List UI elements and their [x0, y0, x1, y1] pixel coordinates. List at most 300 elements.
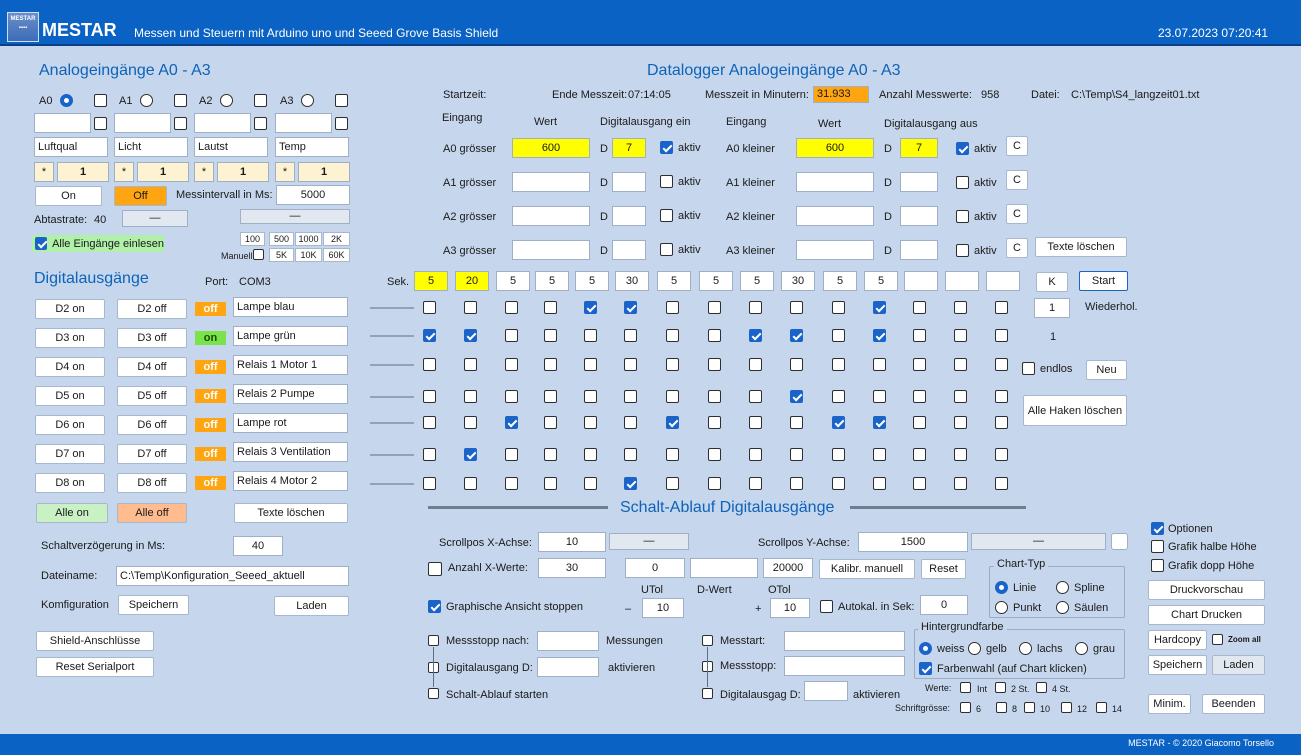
seq-cell-3-6[interactable] — [666, 390, 679, 403]
bg-yellow-radio[interactable] — [968, 642, 981, 655]
seq-cell-6-11[interactable] — [873, 477, 886, 490]
autokal-label: Autokal. in Sek: — [838, 601, 915, 613]
dwert-label: D-Wert — [697, 584, 732, 596]
seq-cell-0-9[interactable] — [790, 301, 803, 314]
seq-cell-5-10[interactable] — [832, 448, 845, 461]
seq-cell-1-4[interactable] — [584, 329, 597, 342]
seq-cell-1-2[interactable] — [505, 329, 518, 342]
autokal-input[interactable]: 0 — [920, 595, 968, 615]
otol-input[interactable]: 10 — [770, 598, 810, 618]
seq-cell-5-2[interactable] — [505, 448, 518, 461]
logger-gt-d-1: D — [600, 177, 608, 189]
repeat-input[interactable]: 1 — [1034, 298, 1070, 318]
seq-cell-5-6[interactable] — [666, 448, 679, 461]
seq-cell-5-5[interactable] — [624, 448, 637, 461]
seq-cell-4-13[interactable] — [954, 416, 967, 429]
logger-gt-active-3[interactable] — [660, 243, 673, 256]
logger-gt-value-1[interactable] — [512, 172, 590, 192]
seq-cell-2-2[interactable] — [505, 358, 518, 371]
channel-mult-1[interactable]: 1 — [137, 162, 189, 182]
d-name-5[interactable]: Relais 3 Ventilation — [233, 442, 348, 462]
d-on-button-1[interactable]: D3 on — [35, 328, 105, 348]
seq-cell-6-8[interactable] — [749, 477, 762, 490]
bg-grey-radio[interactable] — [1075, 642, 1088, 655]
logger-c-button-3[interactable]: C — [1006, 238, 1028, 258]
seq-cell-4-14[interactable] — [995, 416, 1008, 429]
seq-cell-2-12[interactable] — [913, 358, 926, 371]
seq-cell-4-8[interactable] — [749, 416, 762, 429]
d-off-button-4[interactable]: D6 off — [117, 415, 187, 435]
stop-after-checkbox[interactable] — [428, 635, 439, 646]
seq-cell-0-3[interactable] — [544, 301, 557, 314]
seq-cell-6-0[interactable] — [423, 477, 436, 490]
channel-toggle-3[interactable] — [335, 94, 348, 107]
seq-cell-2-10[interactable] — [832, 358, 845, 371]
seq-cell-0-0[interactable] — [423, 301, 436, 314]
seq-cell-3-9[interactable] — [790, 390, 803, 403]
values-2-label: 2 St. — [1011, 684, 1030, 694]
font-size-checkbox-4[interactable] — [1096, 702, 1107, 713]
bg-grey-label: grau — [1093, 643, 1116, 655]
seq-cell-2-4[interactable] — [584, 358, 597, 371]
type-column-radio[interactable] — [1056, 601, 1069, 614]
seq-cell-3-13[interactable] — [954, 390, 967, 403]
d-on-button-2[interactable]: D4 on — [35, 357, 105, 377]
d-on-button-4[interactable]: D6 on — [35, 415, 105, 435]
channel-id-3: A3 — [280, 95, 294, 107]
preset-10K[interactable]: 10K — [295, 248, 322, 262]
logger-gt-active-1[interactable] — [660, 175, 673, 188]
autokal-checkbox[interactable] — [820, 600, 833, 613]
d-on-button-5[interactable]: D7 on — [35, 444, 105, 464]
logger-gt-value-2[interactable] — [512, 206, 590, 226]
analog-on-button[interactable]: On — [35, 186, 102, 206]
preset-5K[interactable]: 5K — [269, 248, 294, 262]
mstart-checkbox[interactable] — [702, 635, 713, 646]
logger-lt-active-label-1: aktiv — [974, 177, 997, 189]
seq-cell-0-1[interactable] — [464, 301, 477, 314]
start-button[interactable]: Start — [1079, 271, 1128, 291]
calibrate-button[interactable]: Kalibr. manuell — [819, 559, 915, 579]
d-name-1[interactable]: Lampe grün — [233, 326, 348, 346]
channel-toggle-2[interactable] — [254, 94, 267, 107]
seq-cell-4-1[interactable] — [464, 416, 477, 429]
seq-cell-5-12[interactable] — [913, 448, 926, 461]
seq-seconds-6[interactable]: 5 — [657, 271, 691, 291]
minimize-button[interactable]: Minim. — [1148, 694, 1191, 714]
seq-seconds-2[interactable]: 5 — [496, 271, 530, 291]
reset-serial-button[interactable]: Reset Serialport — [36, 657, 154, 677]
seq-cell-6-2[interactable] — [505, 477, 518, 490]
seq-cell-1-11[interactable] — [873, 329, 886, 342]
config-load-button[interactable]: Laden — [274, 596, 349, 616]
d-on-button-6[interactable]: D8 on — [35, 473, 105, 493]
calib-reset-button[interactable]: Reset — [921, 559, 966, 579]
channel-radio-1[interactable] — [140, 94, 153, 107]
stop-graph-checkbox[interactable] — [428, 600, 441, 613]
seq-cell-6-7[interactable] — [708, 477, 721, 490]
seq-cell-3-11[interactable] — [873, 390, 886, 403]
values-label: Werte: — [925, 683, 952, 693]
type-spline-radio[interactable] — [1056, 581, 1069, 594]
interval-input[interactable]: 5000 — [276, 185, 350, 205]
preset-60K[interactable]: 60K — [323, 248, 350, 262]
logger-lt-dout-2[interactable] — [900, 206, 938, 226]
d-off-button-0[interactable]: D2 off — [117, 299, 187, 319]
clear-checks-button[interactable]: Alle Haken löschen — [1023, 395, 1127, 426]
bg-salmon-radio[interactable] — [1019, 642, 1032, 655]
dwert-input[interactable] — [690, 558, 758, 578]
seq-cell-0-6[interactable] — [666, 301, 679, 314]
channel-check-0[interactable] — [94, 117, 107, 130]
logger-lt-value-2[interactable] — [796, 206, 874, 226]
logger-c-button-2[interactable]: C — [1006, 204, 1028, 224]
channel-toggle-1[interactable] — [174, 94, 187, 107]
channel-check-2[interactable] — [254, 117, 267, 130]
options-checkbox[interactable] — [1151, 522, 1164, 535]
seq-seconds-12[interactable] — [904, 271, 938, 291]
seq-cell-5-11[interactable] — [873, 448, 886, 461]
seq-seconds-14[interactable] — [986, 271, 1020, 291]
seq-cell-5-8[interactable] — [749, 448, 762, 461]
k-button[interactable]: K — [1036, 272, 1068, 292]
d-on-button-0[interactable]: D2 on — [35, 299, 105, 319]
preset-1000[interactable]: 1000 — [295, 232, 322, 246]
seq-cell-1-5[interactable] — [624, 329, 637, 342]
type-point-radio[interactable] — [995, 601, 1008, 614]
type-line-radio[interactable] — [995, 581, 1008, 594]
scroll-x-slider[interactable]: — — [609, 533, 689, 550]
logger-gt-dout-2[interactable] — [612, 206, 646, 226]
d-name-4[interactable]: Lampe rot — [233, 413, 348, 433]
seq-cell-3-8[interactable] — [749, 390, 762, 403]
utol-input[interactable]: 10 — [642, 598, 684, 618]
d-off-button-1[interactable]: D3 off — [117, 328, 187, 348]
count-x-checkbox[interactable] — [428, 562, 442, 576]
font-size-checkbox-0[interactable] — [960, 702, 971, 713]
seq-cell-1-1[interactable] — [464, 329, 477, 342]
seq-cell-6-10[interactable] — [832, 477, 845, 490]
dig-d2-input[interactable] — [804, 681, 848, 701]
d-name-2[interactable]: Relais 1 Motor 1 — [233, 355, 348, 375]
preset-500[interactable]: 500 — [269, 232, 294, 246]
values-2-checkbox[interactable] — [995, 682, 1006, 693]
logger-gt-value-3[interactable] — [512, 240, 590, 260]
repeat-label: Wiederhol. — [1085, 301, 1138, 313]
seq-seconds-1[interactable]: 20 — [455, 271, 489, 291]
seq-cell-0-11[interactable] — [873, 301, 886, 314]
bg-white-radio[interactable] — [919, 642, 932, 655]
rate-value: 40 — [94, 214, 107, 226]
seq-cell-3-0[interactable] — [423, 390, 436, 403]
font-size-checkbox-1[interactable] — [996, 702, 1007, 713]
seq-cell-1-7[interactable] — [708, 329, 721, 342]
options-label: Optionen — [1168, 523, 1213, 535]
seq-cell-5-0[interactable] — [423, 448, 436, 461]
interval-slider-field[interactable]: — — [240, 209, 350, 224]
values-4-checkbox[interactable] — [1036, 682, 1047, 693]
seq-cell-0-7[interactable] — [708, 301, 721, 314]
seq-cell-6-1[interactable] — [464, 477, 477, 490]
seq-cell-1-9[interactable] — [790, 329, 803, 342]
count-x-input[interactable]: 30 — [538, 558, 606, 578]
seq-cell-5-9[interactable] — [790, 448, 803, 461]
seq-cell-2-9[interactable] — [790, 358, 803, 371]
seq-cell-4-11[interactable] — [873, 416, 886, 429]
seq-cell-6-12[interactable] — [913, 477, 926, 490]
activate-label: aktivieren — [608, 662, 656, 674]
logger-lt-label-2: A2 kleiner — [726, 211, 775, 223]
d-state-0: off — [195, 302, 226, 316]
seq-seconds-10[interactable]: 5 — [823, 271, 857, 291]
seq-cell-4-6[interactable] — [666, 416, 679, 429]
channel-radio-0[interactable] — [60, 94, 73, 107]
seq-cell-3-10[interactable] — [832, 390, 845, 403]
seq-cell-1-10[interactable] — [832, 329, 845, 342]
channel-value-3 — [275, 113, 332, 133]
logger-lt-value-0[interactable]: 600 — [796, 138, 874, 158]
seq-cell-0-5[interactable] — [624, 301, 637, 314]
channel-star-3: * — [275, 162, 295, 182]
channel-id-0: A0 — [39, 95, 53, 107]
logger-lt-active-3[interactable] — [956, 244, 969, 257]
zoom-all-checkbox[interactable] — [1212, 634, 1223, 645]
seq-cell-5-1[interactable] — [464, 448, 477, 461]
logger-lt-value-1[interactable] — [796, 172, 874, 192]
seq-cell-1-6[interactable] — [666, 329, 679, 342]
d-off-button-5[interactable]: D7 off — [117, 444, 187, 464]
seq-cell-6-13[interactable] — [954, 477, 967, 490]
seq-seconds-4[interactable]: 5 — [575, 271, 609, 291]
seq-cell-2-11[interactable] — [873, 358, 886, 371]
channel-mult-0[interactable]: 1 — [57, 162, 109, 182]
logger-gt-dout-0[interactable]: 7 — [612, 138, 646, 158]
d-name-6[interactable]: Relais 4 Motor 2 — [233, 471, 348, 491]
channel-check-1[interactable] — [174, 117, 187, 130]
seq-cell-6-6[interactable] — [666, 477, 679, 490]
endless-checkbox[interactable] — [1022, 362, 1035, 375]
seq-cell-6-9[interactable] — [790, 477, 803, 490]
seq-cell-4-4[interactable] — [584, 416, 597, 429]
seq-cell-2-5[interactable] — [624, 358, 637, 371]
all-on-button[interactable]: Alle on — [36, 503, 108, 523]
seq-cell-4-10[interactable] — [832, 416, 845, 429]
seq-cell-0-14[interactable] — [995, 301, 1008, 314]
print-chart-button[interactable]: Chart Drucken — [1148, 605, 1265, 625]
seq-cell-2-1[interactable] — [464, 358, 477, 371]
seq-seconds-0[interactable]: 5 — [414, 271, 448, 291]
seq-cell-1-14[interactable] — [995, 329, 1008, 342]
channel-name-1[interactable]: Licht — [114, 137, 188, 157]
half-height-checkbox[interactable] — [1151, 540, 1164, 553]
seq-cell-2-14[interactable] — [995, 358, 1008, 371]
logger-gt-active-0[interactable] — [660, 141, 673, 154]
seq-cell-3-1[interactable] — [464, 390, 477, 403]
seq-cell-0-2[interactable] — [505, 301, 518, 314]
seq-cell-3-4[interactable] — [584, 390, 597, 403]
seq-cell-2-6[interactable] — [666, 358, 679, 371]
rate-field[interactable]: — — [122, 210, 188, 227]
logger-clear-texts-button[interactable]: Texte löschen — [1035, 237, 1127, 257]
seq-seconds-3[interactable]: 5 — [535, 271, 569, 291]
channel-check-3[interactable] — [335, 117, 348, 130]
logger-lt-active-0[interactable] — [956, 142, 969, 155]
seq-cell-5-4[interactable] — [584, 448, 597, 461]
logger-c-button-1[interactable]: C — [1006, 170, 1028, 190]
seq-cell-6-4[interactable] — [584, 477, 597, 490]
seq-cell-3-5[interactable] — [624, 390, 637, 403]
seq-cell-4-0[interactable] — [423, 416, 436, 429]
seq-cell-5-14[interactable] — [995, 448, 1008, 461]
seq-seconds-11[interactable]: 5 — [864, 271, 898, 291]
seq-cell-0-4[interactable] — [584, 301, 597, 314]
seq-cell-0-13[interactable] — [954, 301, 967, 314]
logger-gt-dout-3[interactable] — [612, 240, 646, 260]
seq-cell-0-8[interactable] — [749, 301, 762, 314]
logger-lt-dout-0[interactable]: 7 — [900, 138, 938, 158]
channel-radio-3[interactable] — [301, 94, 314, 107]
channel-name-3[interactable]: Temp — [275, 137, 349, 157]
seq-cell-2-13[interactable] — [954, 358, 967, 371]
quit-button[interactable]: Beenden — [1202, 694, 1265, 714]
font-size-checkbox-2[interactable] — [1024, 702, 1035, 713]
all-off-button[interactable]: Alle off — [117, 503, 187, 523]
seq-cell-0-10[interactable] — [832, 301, 845, 314]
channel-mult-2[interactable]: 1 — [217, 162, 269, 182]
seq-cell-4-7[interactable] — [708, 416, 721, 429]
chart-save-button[interactable]: Speichern — [1148, 655, 1207, 675]
minutes-value: 31.933 — [813, 86, 869, 103]
logger-lt-active-1[interactable] — [956, 176, 969, 189]
channel-radio-2[interactable] — [220, 94, 233, 107]
print-preview-button[interactable]: Druckvorschau — [1148, 580, 1265, 600]
seq-cell-4-3[interactable] — [544, 416, 557, 429]
scroll-y-toggle[interactable] — [1111, 533, 1128, 550]
utol-value-input[interactable]: 0 — [625, 558, 685, 578]
read-all-checkbox[interactable] — [35, 237, 47, 250]
mstop-input[interactable] — [784, 656, 905, 676]
seq-cell-6-3[interactable] — [544, 477, 557, 490]
seq-cell-0-12[interactable] — [913, 301, 926, 314]
logger-gt-active-2[interactable] — [660, 209, 673, 222]
digital-clear-texts-button[interactable]: Texte löschen — [234, 503, 348, 523]
stop-after-label: Messstopp nach: — [446, 635, 530, 647]
option-connector — [433, 647, 434, 687]
seq-cell-3-12[interactable] — [913, 390, 926, 403]
stop-after-input[interactable] — [537, 631, 599, 651]
logger-lt-dout-1[interactable] — [900, 172, 938, 192]
seq-cell-4-5[interactable] — [624, 416, 637, 429]
rate-label: Abtastrate: — [34, 214, 88, 226]
channel-name-2[interactable]: Lautst — [194, 137, 268, 157]
seq-cell-3-3[interactable] — [544, 390, 557, 403]
logger-c-button-0[interactable]: C — [1006, 136, 1028, 156]
font-size-label-1: 8 — [1012, 704, 1018, 714]
d-on-button-3[interactable]: D5 on — [35, 386, 105, 406]
config-save-button[interactable]: Speichern — [118, 595, 189, 615]
seq-seconds-7[interactable]: 5 — [699, 271, 733, 291]
seq-cell-2-3[interactable] — [544, 358, 557, 371]
seq-cell-6-14[interactable] — [995, 477, 1008, 490]
seq-cell-4-9[interactable] — [790, 416, 803, 429]
seq-cell-1-12[interactable] — [913, 329, 926, 342]
port-label: Port: — [205, 276, 229, 288]
seq-seconds-13[interactable] — [945, 271, 979, 291]
seq-cell-3-14[interactable] — [995, 390, 1008, 403]
hardcopy-button[interactable]: Hardcopy — [1148, 630, 1207, 650]
seq-seconds-9[interactable]: 30 — [781, 271, 815, 291]
seq-cell-5-13[interactable] — [954, 448, 967, 461]
logger-lt-dout-3[interactable] — [900, 240, 938, 260]
double-height-checkbox[interactable] — [1151, 559, 1164, 572]
d-off-button-6[interactable]: D8 off — [117, 473, 187, 493]
seq-cell-1-3[interactable] — [544, 329, 557, 342]
read-all-row[interactable] — [32, 235, 164, 252]
seq-seconds-5[interactable]: 30 — [615, 271, 649, 291]
delay-input[interactable]: 40 — [233, 536, 283, 556]
seq-cell-1-13[interactable] — [954, 329, 967, 342]
d-name-0[interactable]: Lampe blau — [233, 297, 348, 317]
dig-d-input[interactable] — [537, 657, 599, 677]
seq-cell-4-2[interactable] — [505, 416, 518, 429]
manual-checkbox[interactable] — [253, 249, 264, 260]
seq-cell-1-0[interactable] — [423, 329, 436, 342]
scroll-x-label: Scrollpos X-Achse: — [439, 537, 532, 549]
otol-value-input[interactable]: 20000 — [763, 558, 813, 578]
scroll-x-input[interactable]: 10 — [538, 532, 606, 552]
values-int-checkbox[interactable] — [960, 682, 971, 693]
logger-gt-dout-1[interactable] — [612, 172, 646, 192]
end-value: 07:14:05 — [628, 89, 671, 101]
channel-mult-3[interactable]: 1 — [298, 162, 350, 182]
scroll-y-slider[interactable]: — — [971, 533, 1106, 550]
analog-off-button[interactable]: Off — [114, 186, 167, 206]
d-off-button-3[interactable]: D5 off — [117, 386, 187, 406]
channel-toggle-0[interactable] — [94, 94, 107, 107]
seq-cell-5-3[interactable] — [544, 448, 557, 461]
seq-cell-4-12[interactable] — [913, 416, 926, 429]
d-name-3[interactable]: Relais 2 Pumpe — [233, 384, 348, 404]
new-button[interactable]: Neu — [1086, 360, 1127, 380]
scroll-y-input[interactable]: 1500 — [858, 532, 968, 552]
logger-lt-value-3[interactable] — [796, 240, 874, 260]
mstart-input[interactable] — [784, 631, 905, 651]
config-file-input[interactable]: C:\Temp\Konfiguration_Seeed_aktuell — [116, 566, 349, 586]
seq-cell-3-2[interactable] — [505, 390, 518, 403]
seq-cell-3-7[interactable] — [708, 390, 721, 403]
shield-button[interactable]: Shield-Anschlüsse — [36, 631, 154, 651]
d-off-button-2[interactable]: D4 off — [117, 357, 187, 377]
seq-cell-2-8[interactable] — [749, 358, 762, 371]
seq-cell-2-0[interactable] — [423, 358, 436, 371]
chart-load-button[interactable]: Laden — [1212, 655, 1265, 675]
preset-100[interactable]: 100 — [240, 232, 265, 246]
seq-seconds-8[interactable]: 5 — [740, 271, 774, 291]
seq-cell-2-7[interactable] — [708, 358, 721, 371]
seq-cell-5-7[interactable] — [708, 448, 721, 461]
channel-name-0[interactable]: Luftqual — [34, 137, 108, 157]
color-choice-checkbox[interactable] — [919, 662, 932, 675]
logger-lt-active-2[interactable] — [956, 210, 969, 223]
dig-d2-checkbox[interactable] — [702, 688, 713, 699]
seq-cell-1-8[interactable] — [749, 329, 762, 342]
start-seq-checkbox[interactable] — [428, 688, 439, 699]
font-size-checkbox-3[interactable] — [1061, 702, 1072, 713]
preset-2K[interactable]: 2K — [323, 232, 350, 246]
dig-d-label: Digitalausgang D: — [446, 662, 533, 674]
logger-gt-value-0[interactable]: 600 — [512, 138, 590, 158]
seq-cell-6-5[interactable] — [624, 477, 637, 490]
